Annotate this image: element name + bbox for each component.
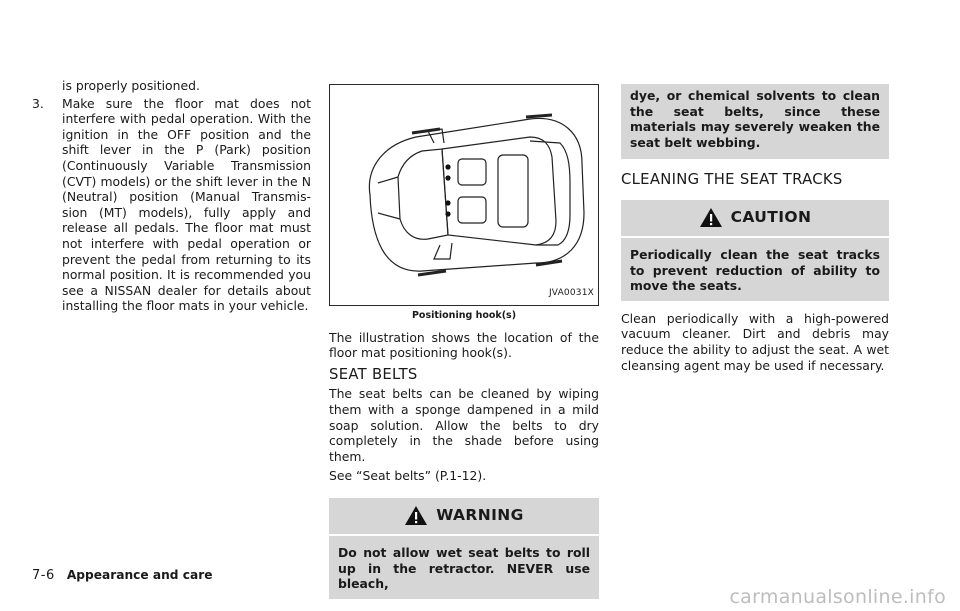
car-top-view-icon — [330, 85, 600, 307]
middle-column — [329, 84, 599, 599]
footer-section-title: Appearance and care — [66, 568, 213, 582]
figure-code: JVA0031X — [548, 288, 594, 299]
warning-text-continued: dye, or chemical solvents to clean the seat belts, since these materials may severely weaken the seat belt webbing. — [621, 84, 889, 159]
page-number: 7-6 — [32, 568, 55, 583]
warning-text: Do not allow wet seat belts to roll up in the retractor. NEVER use bleach, — [329, 536, 599, 599]
list-item-3 — [32, 96, 311, 314]
section-title-seat-belts: SEAT BELTS — [329, 365, 418, 383]
warning-banner — [329, 498, 599, 534]
caution-triangle-icon — [699, 207, 723, 228]
seat-tracks-text: Clean periodically with a high-powered vacuum cleaner. Dirt and debris may reduce the ability to adjust the seat. A wet cleansing agent may be used if necessary. — [621, 310, 889, 373]
see-reference: See “Seat belts” (P.1-12). — [329, 468, 487, 484]
caution-banner — [621, 200, 889, 236]
caution-label: CAUTION — [730, 208, 812, 227]
vehicle-illustration — [329, 84, 599, 306]
list-number: 3. — [32, 95, 44, 111]
seat-belts-text: The seat belts can be cleaned by wiping them with a sponge dampened in a mild soap solution. Allow the belts to dry completely in the shade before using them. — [329, 386, 599, 464]
figure-description: The illustration shows the location of the floor mat positioning hook(s). — [329, 329, 599, 361]
right-column — [621, 84, 889, 375]
section-title-seat-tracks: CLEANING THE SEAT TRACKS — [621, 171, 843, 189]
page-footer — [32, 568, 212, 583]
caution-text: Periodically clean the seat tracks to prevent reduction of ability to move the seats. — [621, 238, 889, 301]
left-column — [32, 78, 311, 314]
figure-caption: Positioning hook(s) — [411, 310, 517, 321]
continued-text: is properly positioned. — [62, 78, 200, 93]
watermark: carmanualsonline.info — [729, 586, 946, 608]
warning-triangle-icon — [404, 505, 428, 526]
list-text: Make sure the floor mat does not interfere with pedal operation. With the ignition in the OFF position and the shift lever in the P (Park) position (Continuously Variable Transmission (CVT) models) or the shift lever in the N (Neutral) position (Manual Transmis-sion (MT) models), fully apply and release all pedals. The floor mat must not interfere with pedal operation or prevent the pedal from returning to its normal position. It is recommended you see a NISSAN dealer for details about installing the floor mats in your vehicle. — [62, 95, 311, 314]
warning-label: WARNING — [436, 506, 524, 525]
